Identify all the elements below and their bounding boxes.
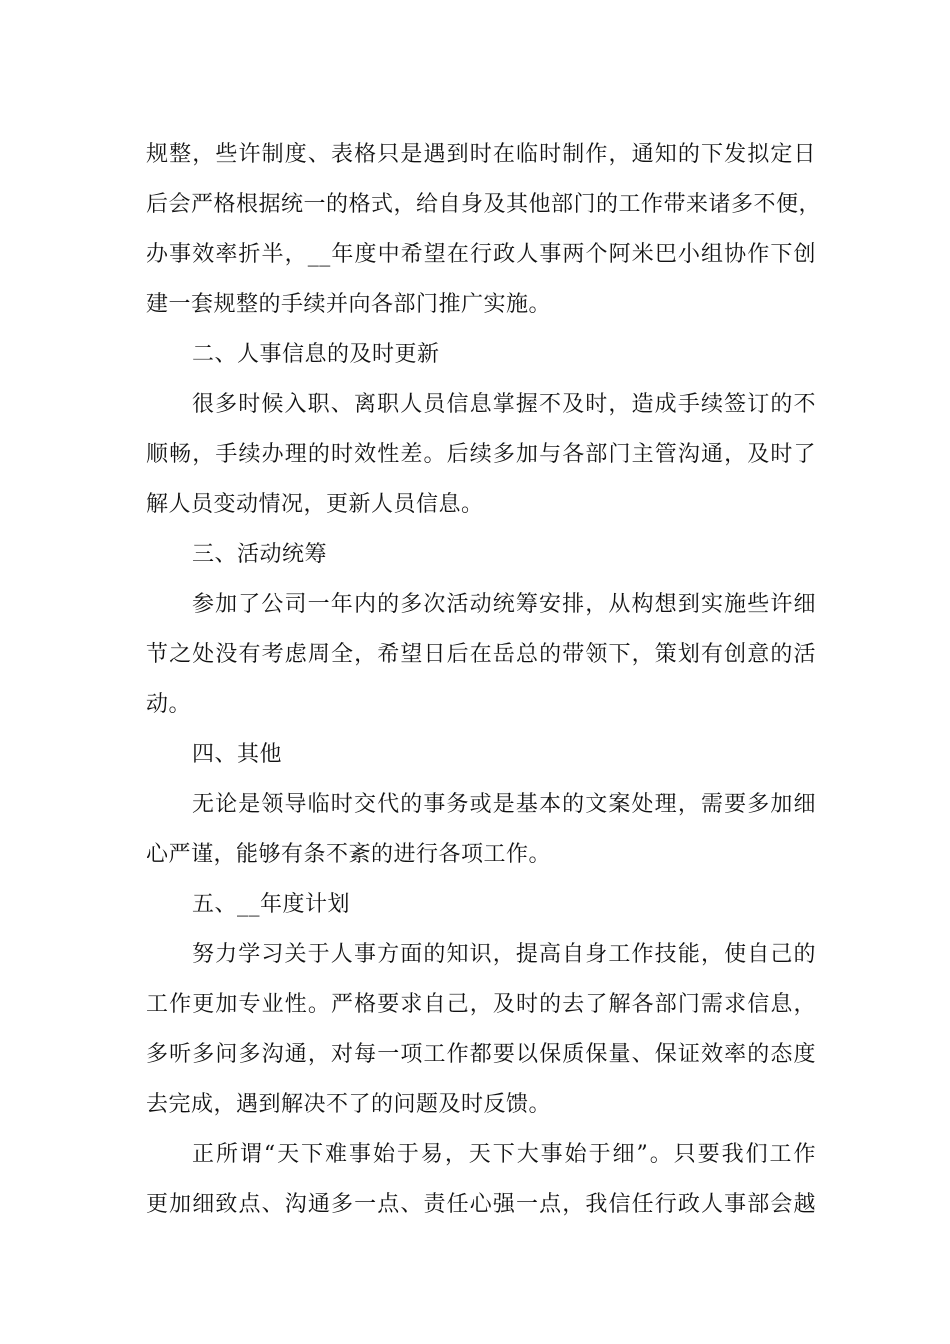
text-line: 去完成，遇到解决不了的问题及时反馈。 <box>146 1092 552 1117</box>
paragraph-closing <box>146 1130 816 1230</box>
text-line: 参加了公司一年内的多次活动统筹安排，从构想到实施些许细 <box>192 592 816 617</box>
paragraph-continued <box>146 130 822 330</box>
text-line: 规整，些许制度、表格只是遇到时在临时制作，通知的下发拟定日 <box>146 142 816 167</box>
text-line: 动。 <box>146 692 192 717</box>
paragraph-other <box>146 780 816 880</box>
section-heading-annual-plan: 五、__年度计划 <box>192 892 351 917</box>
text-line: 顺畅，手续办理的时效性差。后续多加与各部门主管沟通，及时了 <box>146 442 816 467</box>
text-line: 努力学习关于人事方面的知识，提高自身工作技能，使自己的 <box>192 942 816 967</box>
text-line: 节之处没有考虑周全，希望日后在岳总的带领下，策划有创意的活 <box>146 642 816 667</box>
section-heading-other: 四、其他 <box>192 742 283 767</box>
text-line: 正所谓“天下难事始于易，天下大事始于细”。只要我们工作 <box>192 1142 816 1167</box>
paragraph-annual-plan <box>146 930 816 1130</box>
text-line: 工作更加专业性。严格要求自己，及时的去了解各部门需求信息， <box>146 992 816 1017</box>
text-line: 后会严格根据统一的格式，给自身及其他部门的工作带来诸多不便， <box>146 192 822 217</box>
text-line: 多听多问多沟通，对每一项工作都要以保质保量、保证效率的态度 <box>146 1042 816 1067</box>
text-line: 建一套规整的手续并向各部门推广实施。 <box>146 292 552 317</box>
text-line: 无论是领导临时交代的事务或是基本的文案处理，需要多加细 <box>192 792 816 817</box>
section-heading-activities: 三、活动统筹 <box>192 542 328 567</box>
text-line: 解人员变动情况，更新人员信息。 <box>146 492 484 517</box>
paragraph-personnel-info <box>146 380 816 530</box>
document-body <box>146 130 822 1230</box>
paragraph-activities <box>146 580 816 730</box>
text-line: 更加细致点、沟通多一点、责任心强一点，我信任行政人事部会越 <box>146 1192 816 1217</box>
section-heading-personnel-info: 二、人事信息的及时更新 <box>192 342 440 367</box>
text-line: 心严谨，能够有条不紊的进行各项工作。 <box>146 842 552 867</box>
text-line: 很多时候入职、离职人员信息掌握不及时，造成手续签订的不 <box>192 392 816 417</box>
text-line: 办事效率折半，__年度中希望在行政人事两个阿米巴小组协作下创 <box>146 242 816 267</box>
